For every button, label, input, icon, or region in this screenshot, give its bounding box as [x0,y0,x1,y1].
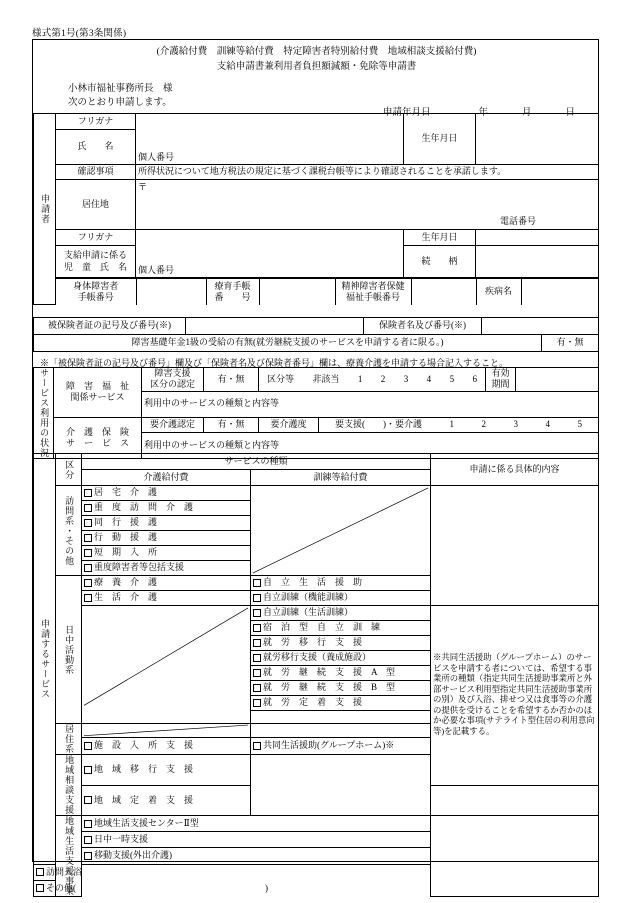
disability-level-3[interactable]: 3 [403,373,409,384]
care-blank-lower [82,606,251,724]
training-blank-cell2 [251,724,431,738]
checkbox-icon[interactable] [84,820,92,828]
care-level-cell[interactable] [319,417,599,433]
training-item-continuous-a[interactable]: 就 労 継 続 支 援 A 型 [251,666,431,681]
applicant-mynumber-field[interactable] [136,130,404,165]
checkbox-icon[interactable] [36,868,44,876]
training-blank-upper [251,486,431,576]
pension-row [34,335,599,352]
disability-valid-period-label: 有効 期間 [486,368,516,392]
checkbox-icon[interactable] [253,624,261,632]
checkbox-icon[interactable] [84,534,92,542]
disability-category-cell[interactable] [259,368,486,392]
rehab-handbook-label: 療育手帳 番 号 [206,279,259,305]
disability-valid-period-field[interactable] [516,368,599,392]
disability-cert-row [34,368,599,392]
applicant-address-field[interactable] [136,180,599,230]
care-insurance-cert-row [34,417,599,433]
application-date-label: 申請年月日 [383,108,431,118]
applicant-furigana-label: フリガナ [56,114,136,130]
applicant-confirm-text: 所得状況について地方税法の規定に基づく課税台帳等により確認されることを承諾します。 [136,165,599,180]
applicant-furigana-field[interactable] [136,114,404,130]
form-number: 様式第1号(第3条関係) [32,29,127,39]
checkbox-icon[interactable] [253,699,261,707]
disability-level-2[interactable]: 2 [380,373,386,384]
care-level-4[interactable]: 4 [545,419,550,430]
checkbox-icon[interactable] [84,836,92,844]
training-item-continuous-b[interactable]: 就 労 継 続 支 援 B 型 [251,681,431,696]
service-item-home-care[interactable]: 居 宅 介 護 [82,486,251,501]
applicant-phone-label: 電話番号 [499,215,536,226]
disability-level-5[interactable]: 5 [449,373,455,384]
insurer-name-number-label: 保険者名及び番号(※) [364,318,482,335]
disability-cert-yes-no[interactable]: 有・無 [204,368,259,392]
disease-field[interactable] [521,279,599,305]
specific-content-field-lower[interactable] [431,816,599,897]
applicant-side-label: 申請者 [34,114,56,305]
service-item-facility-entry[interactable]: 施 設 入 所 支 援 [82,737,251,754]
applicant-mynumber-label: 個人番号 [138,151,175,162]
applicant-confirm-label: 確認事項 [56,165,136,180]
checkbox-icon[interactable] [84,766,92,774]
specific-content-field-upper[interactable] [431,486,599,606]
training-item-func-training[interactable]: 自立訓練（機能訓練） [251,591,431,606]
training-item-employment-facility[interactable]: 就労移行支援（養成施設） [251,651,431,666]
applicant-table [33,113,599,305]
care-level-1[interactable]: 1 [449,419,454,430]
application-date-month: 月 [522,108,532,118]
services-side-label: 申請するサービス [34,454,56,865]
checkbox-icon[interactable] [84,549,92,557]
child-mynumber-field[interactable] [136,246,404,278]
training-item-independent-living[interactable]: 自 立 生 活 援 助 [251,576,431,591]
child-relationship-field[interactable] [476,246,599,278]
mental-handbook-field[interactable] [411,279,476,305]
child-furigana-field[interactable] [136,230,404,246]
child-furigana-label: フリガナ [56,230,136,246]
applicant-address-label: 居住地 [56,180,136,230]
services-specific-content-header: 申請に係る具体的内容 [431,454,599,486]
group-regional-life-label: 地域生活支援事業 [56,816,82,897]
checkbox-icon[interactable] [84,796,92,804]
child-birthdate-label: 生年月日 [404,230,476,246]
checkbox-icon[interactable] [253,609,261,617]
training-item-job-retention[interactable]: 就 労 定 着 支 援 [251,696,431,711]
checkbox-icon[interactable] [84,852,92,860]
application-date-day: 日 [565,108,576,118]
checkbox-icon[interactable] [84,504,92,512]
insurer-name-number-field[interactable] [482,318,599,335]
applicant-confirm-row [34,165,599,180]
checkbox-icon[interactable] [253,669,261,677]
disability-certification-label: 障害支援 区分の認定 [142,368,204,392]
checkbox-icon[interactable] [253,594,261,602]
disability-current-services[interactable]: 利用中のサービスの種類と内容等 [142,391,599,417]
service-row-home-care [34,486,599,501]
pension-yes-no[interactable]: 有・無 [542,335,599,352]
group-residential-label: 居住系 [56,724,82,755]
care-certification-label: 要介護認定 [142,417,204,433]
training-benefit-header: 訓練等給付費 [251,470,431,486]
services-table [33,453,599,897]
checkbox-icon[interactable] [84,564,92,572]
postal-mark: 〒 [138,182,148,193]
physical-handbook-field[interactable] [136,279,206,305]
training-item-employment-transition[interactable]: 就 労 移 行 支 援 [251,636,431,651]
form-title-line1: (介護給付費 訓練等給付費 特定障害者特別給付費 地域相談支援給付費) [156,47,477,57]
care-benefit-header: 介護給付費 [82,470,251,486]
rehab-handbook-field[interactable] [259,279,335,305]
checkbox-icon[interactable] [253,742,261,750]
insurance-table [33,317,599,352]
regional-consult-training-blank [251,755,431,816]
applicant-birthdate-label: 生年月日 [404,114,476,165]
service-row-regional-center [34,816,599,832]
disease-label: 疾病名 [476,279,521,305]
handbook-row [34,278,599,305]
checkbox-icon[interactable] [84,594,92,602]
applicant-furigana-row [34,114,599,130]
service-item-regional-settlement[interactable]: 地 域 定 着 支 援 [82,785,251,816]
service-item-daily-care[interactable]: 生 活 介 護 [82,591,251,606]
child-name-label: 支給申請に係る 児 童 氏 名 [56,246,136,278]
statement-line: 次のとおり申請します。 [68,98,172,108]
physical-handbook-label: 身体障害者 手帳番号 [56,279,136,305]
disability-level-1[interactable]: 1 [357,373,363,384]
form-title-line2: 支給申請書兼利用者負担額減額・免除等申請書 [216,62,417,72]
child-relationship-label: 続 柄 [404,246,476,278]
service-item-other[interactable]: その他( ) [34,880,82,896]
disability-service-label: 障 害 福 祉 関係サービス [54,368,142,418]
group-home-sidenote: ※共同生活援助（グループホーム）のサービスを申請する者については、希望する事業所の種類（指定共同生活援助事業所と外部サービス利用型指定共同生活援助事業所の別）及び入浴、排せつ又は食事等の介護の提供を受けることを希望するか否かのほか必要な事項(サテライト型住居の利用意向等)を記載する。 [431,606,599,786]
services-type-header: サービスの種類 [82,454,431,470]
training-item-life-training[interactable]: 自立訓練（生活訓練） [251,606,431,621]
addressee-line: 小林市福祉事務所長 様 [68,84,173,94]
checkbox-icon[interactable] [84,579,92,587]
disability-category-label: 区分等 [267,373,295,384]
service-item-home-bathing[interactable]: 訪問入浴 [34,864,82,880]
service-item-short-stay[interactable]: 短 期 入 所 [82,546,251,561]
checkbox-icon[interactable] [253,684,261,692]
care-insurance-label: 介 護 保 険 サ ー ビ ス [54,417,142,459]
service-item-comprehensive[interactable]: 重度障害者等包括支援 [82,561,251,576]
service-item-medical-care[interactable]: 療 養 介 護 [82,576,251,591]
care-level-2[interactable]: 2 [481,419,486,430]
disability-not-applicable[interactable]: 非該当 [312,373,340,384]
service-item-behavior[interactable]: 行 動 援 護 [82,531,251,546]
care-level-5[interactable]: 5 [577,419,582,430]
checkbox-icon[interactable] [253,579,261,587]
checkbox-icon[interactable] [84,742,92,750]
group-visiting-label: 訪問系・その他 [56,486,82,576]
disability-level-4[interactable]: 4 [426,373,432,384]
service-item-accompany[interactable]: 同 行 援 護 [82,516,251,531]
service-item-regional-transition[interactable]: 地 域 移 行 支 援 [82,755,251,786]
applicant-address-row [34,180,599,230]
application-date-year: 年 [478,108,489,118]
checkbox-icon[interactable] [253,654,261,662]
service-row-blank-daytime [34,606,599,621]
group-daytime-label: 日中活動系 [56,576,82,724]
disability-level-6[interactable]: 6 [472,373,477,384]
training-blank-cell [251,711,431,724]
checkbox-icon[interactable] [253,639,261,647]
services-header-row1 [34,454,599,470]
addressee-block [68,82,173,110]
service-item-severe-visit[interactable]: 重 度 訪 問 介 護 [82,501,251,516]
care-cert-yes-no[interactable]: 有・無 [204,417,259,433]
usage-side-label: サービス利用の状況 [34,368,54,459]
training-item-group-home[interactable]: 共同生活援助(グループホーム)※ [251,737,431,754]
service-item-regional-center[interactable]: 地域生活支援センターⅡ型 [82,816,431,832]
child-mynumber-label: 個人番号 [138,264,175,275]
group-regional-consult-label: 地域相談支援 [56,755,82,816]
care-level-label: 要介護度 [259,417,319,433]
training-item-overnight[interactable]: 宿 泊 型 自 立 訓 練 [251,621,431,636]
applicant-name-label: 氏 名 [56,130,136,165]
care-level-3[interactable]: 3 [513,419,518,430]
service-item-daytime-temporary[interactable]: 日中一時支援 [82,832,431,848]
checkbox-icon[interactable] [36,884,44,892]
applicant-birthdate-field[interactable] [476,114,599,165]
care-support-need[interactable]: 要支援( )・要介護 [335,419,422,430]
insured-number-row [34,318,599,335]
mental-handbook-label: 精神障害者保健 福祉手帳番号 [335,279,411,305]
checkbox-icon[interactable] [84,489,92,497]
pension-question-label: 障害基礎年金1級の受給の有無(就労継続支援のサービスを申請する者に限る。) [34,335,542,352]
form-title [33,45,600,75]
insured-symbol-number-label: 被保険者証の記号及び番号(※) [34,318,186,335]
checkbox-icon[interactable] [84,519,92,527]
child-birthdate-field[interactable] [476,230,599,246]
service-item-mobility-support[interactable]: 移動支援(外出介護) [82,848,431,864]
usage-status-table [33,367,599,459]
child-furigana-row [34,230,599,246]
residential-blank-slash [82,724,251,738]
insurance-footnote: ※「被保険者証の記号及び番号」欄及び「保険者名及び保険者番号」欄は、療養介護を申請する場合記入すること。 [40,358,509,368]
care-current-services[interactable]: 利用中のサービスの種類と内容等 [142,433,599,459]
services-category-header: 区分 [56,454,82,486]
insured-symbol-number-field[interactable] [186,318,364,335]
